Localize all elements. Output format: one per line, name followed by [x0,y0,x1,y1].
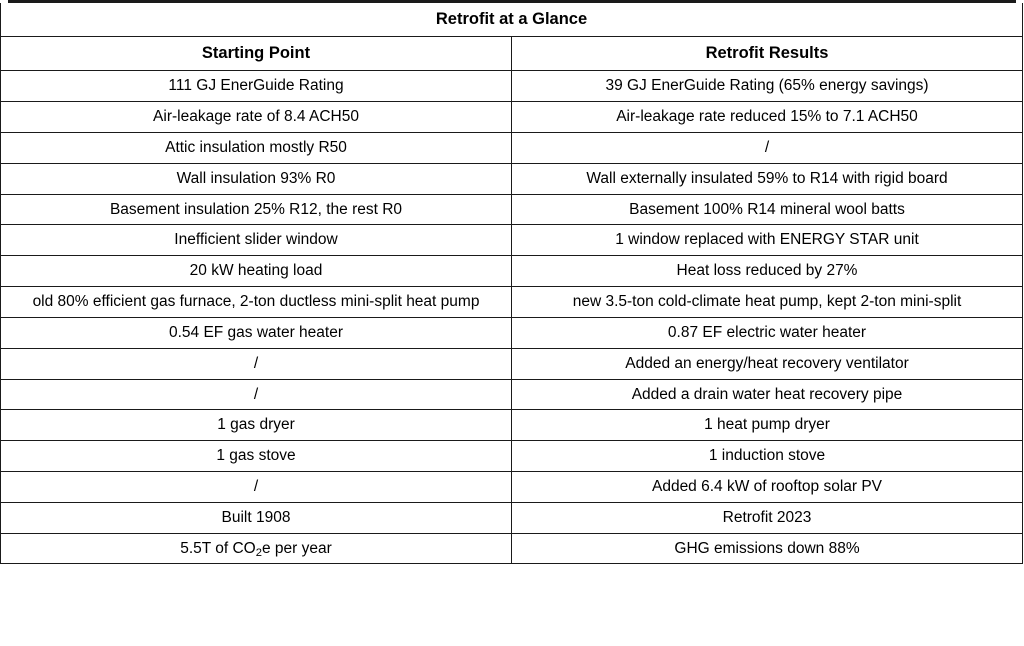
retrofit-at-a-glance-table [0,3,1023,564]
cell-starting-point: 1 gas stove [1,441,512,472]
column-header-starting-point: Starting Point [1,37,512,71]
table-row [1,410,1023,441]
cell-starting-point: Basement insulation 25% R12, the rest R0 [1,194,512,225]
table-header-row [1,37,1023,71]
cell-starting-point: Attic insulation mostly R50 [1,132,512,163]
cell-retrofit-results: 1 heat pump dryer [512,410,1023,441]
cell-starting-point: 1 gas dryer [1,410,512,441]
table-row [1,317,1023,348]
table-title: Retrofit at a Glance [1,3,1023,37]
table-row [1,132,1023,163]
cell-retrofit-results: 1 window replaced with ENERGY STAR unit [512,225,1023,256]
table-row [1,471,1023,502]
cell-starting-point: Wall insulation 93% R0 [1,163,512,194]
cell-starting-point: Built 1908 [1,502,512,533]
table-row [1,348,1023,379]
table-row [1,194,1023,225]
cell-retrofit-results: Heat loss reduced by 27% [512,256,1023,287]
cell-starting-point: / [1,348,512,379]
cell-starting-point: 5.5T of $CO_2e$ per year [1,533,512,564]
cell-starting-point: / [1,379,512,410]
cell-starting-point: 111 GJ EnerGuide Rating [1,71,512,102]
table-row [1,287,1023,318]
table-row [1,379,1023,410]
cell-retrofit-results: 39 GJ EnerGuide Rating (65% energy savings) [512,71,1023,102]
cell-starting-point: Air-leakage rate of 8.4 ACH50 [1,102,512,133]
cell-retrofit-results: Basement 100% R14 mineral wool batts [512,194,1023,225]
cell-starting-point: Inefficient slider window [1,225,512,256]
table-row [1,441,1023,472]
cell-retrofit-results: new 3.5-ton cold-climate heat pump, kept 2-ton mini-split [512,287,1023,318]
table-row [1,163,1023,194]
table-title-row [1,3,1023,37]
cell-starting-point: / [1,471,512,502]
column-header-retrofit-results: Retrofit Results [512,37,1023,71]
table-row [1,502,1023,533]
cell-starting-point: 20 kW heating load [1,256,512,287]
cell-retrofit-results: Added an energy/heat recovery ventilator [512,348,1023,379]
table-row [1,533,1023,564]
cell-retrofit-results: 1 induction stove [512,441,1023,472]
cell-retrofit-results: GHG emissions down 88% [512,533,1023,564]
cell-retrofit-results: / [512,132,1023,163]
cell-retrofit-results: Added 6.4 kW of rooftop solar PV [512,471,1023,502]
cell-starting-point: 0.54 EF gas water heater [1,317,512,348]
cell-retrofit-results: Added a drain water heat recovery pipe [512,379,1023,410]
cell-starting-point: old 80% efficient gas furnace, 2-ton ductless mini-split heat pump [1,287,512,318]
table-row [1,102,1023,133]
table-row [1,225,1023,256]
cell-retrofit-results: Air-leakage rate reduced 15% to 7.1 ACH50 [512,102,1023,133]
cell-retrofit-results: Wall externally insulated 59% to R14 with rigid board [512,163,1023,194]
table-row [1,256,1023,287]
table-row [1,71,1023,102]
cell-retrofit-results: Retrofit 2023 [512,502,1023,533]
cell-retrofit-results: 0.87 EF electric water heater [512,317,1023,348]
